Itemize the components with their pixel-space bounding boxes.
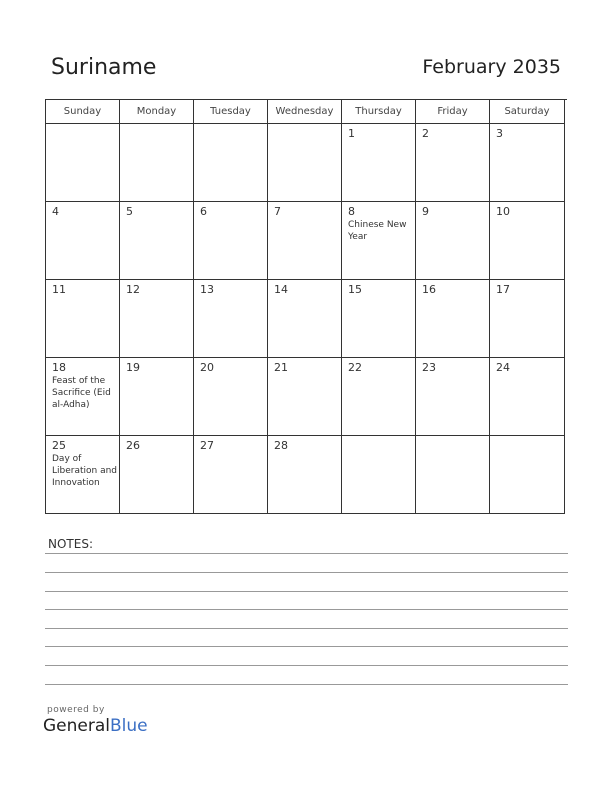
weekday-header: Friday (416, 100, 490, 124)
month-year-title: February 2035 (422, 56, 561, 78)
day-cell (490, 202, 565, 280)
day-cell (342, 124, 416, 202)
day-cell (46, 124, 120, 202)
day-number: 23 (422, 361, 436, 374)
day-cell (120, 280, 194, 358)
day-number: 26 (126, 439, 140, 452)
day-number: 1 (348, 127, 355, 140)
day-number: 4 (52, 205, 59, 218)
week-row (46, 358, 567, 436)
calendar-grid (45, 99, 567, 514)
notes-line (45, 665, 568, 666)
holiday-label: Feast of the Sacrifice (Eid al-Adha) (52, 376, 111, 410)
day-cell (268, 280, 342, 358)
weekday-header: Monday (120, 100, 194, 124)
day-cell (194, 436, 268, 514)
day-cell (342, 202, 416, 280)
day-number: 21 (274, 361, 288, 374)
day-cell (416, 280, 490, 358)
notes-line (45, 684, 568, 685)
week-row (46, 124, 567, 202)
weekday-header-row (46, 100, 567, 124)
day-cell (416, 202, 490, 280)
brand-logo (43, 716, 148, 736)
day-number: 3 (496, 127, 503, 140)
notes-line (45, 572, 568, 573)
day-number: 15 (348, 283, 362, 296)
country-title: Suriname (51, 55, 157, 80)
day-cell (416, 124, 490, 202)
day-cell (46, 280, 120, 358)
day-cell (46, 436, 120, 514)
day-number: 18 (52, 361, 66, 374)
day-cell (194, 358, 268, 436)
weekday-header: Saturday (490, 100, 565, 124)
day-number: 12 (126, 283, 140, 296)
day-number: 13 (200, 283, 214, 296)
powered-by-text: powered by (47, 705, 105, 715)
day-number: 27 (200, 439, 214, 452)
notes-line (45, 628, 568, 629)
day-number: 7 (274, 205, 281, 218)
day-number: 6 (200, 205, 207, 218)
day-number: 22 (348, 361, 362, 374)
day-cell (46, 202, 120, 280)
day-cell (490, 124, 565, 202)
day-cell (194, 124, 268, 202)
day-cell (120, 202, 194, 280)
day-cell (342, 436, 416, 514)
day-cell (268, 202, 342, 280)
day-cell (120, 358, 194, 436)
notes-line (45, 646, 568, 647)
day-cell (194, 280, 268, 358)
notes-label: NOTES: (48, 537, 93, 551)
day-cell (490, 358, 565, 436)
day-number: 25 (52, 439, 66, 452)
week-row (46, 436, 567, 514)
day-number: 10 (496, 205, 510, 218)
day-cell (268, 358, 342, 436)
day-cell (490, 436, 565, 514)
day-cell (268, 436, 342, 514)
day-cell (268, 124, 342, 202)
weekday-header: Tuesday (194, 100, 268, 124)
day-number: 20 (200, 361, 214, 374)
notes-line (45, 609, 568, 610)
day-cell (416, 358, 490, 436)
brand-blue-text: Blue (110, 716, 148, 736)
notes-line (45, 591, 568, 592)
day-number: 28 (274, 439, 288, 452)
day-number: 24 (496, 361, 510, 374)
notes-line (45, 553, 568, 554)
day-cell (490, 280, 565, 358)
day-number: 19 (126, 361, 140, 374)
day-number: 5 (126, 205, 133, 218)
day-number: 11 (52, 283, 66, 296)
holiday-label: Chinese New Year (348, 220, 407, 242)
day-cell (46, 358, 120, 436)
day-cell (194, 202, 268, 280)
weekday-header: Wednesday (268, 100, 342, 124)
day-number: 2 (422, 127, 429, 140)
brand-general-text: General (43, 716, 110, 736)
day-number: 16 (422, 283, 436, 296)
weekday-header: Thursday (342, 100, 416, 124)
day-cell (416, 436, 490, 514)
week-row (46, 280, 567, 358)
day-number: 8 (348, 205, 355, 218)
day-cell (120, 436, 194, 514)
day-number: 14 (274, 283, 288, 296)
week-row (46, 202, 567, 280)
day-cell (342, 358, 416, 436)
weekday-header: Sunday (46, 100, 120, 124)
day-number: 17 (496, 283, 510, 296)
day-number: 9 (422, 205, 429, 218)
day-cell (342, 280, 416, 358)
day-cell (120, 124, 194, 202)
holiday-label: Day of Liberation and Innovation (52, 454, 118, 488)
